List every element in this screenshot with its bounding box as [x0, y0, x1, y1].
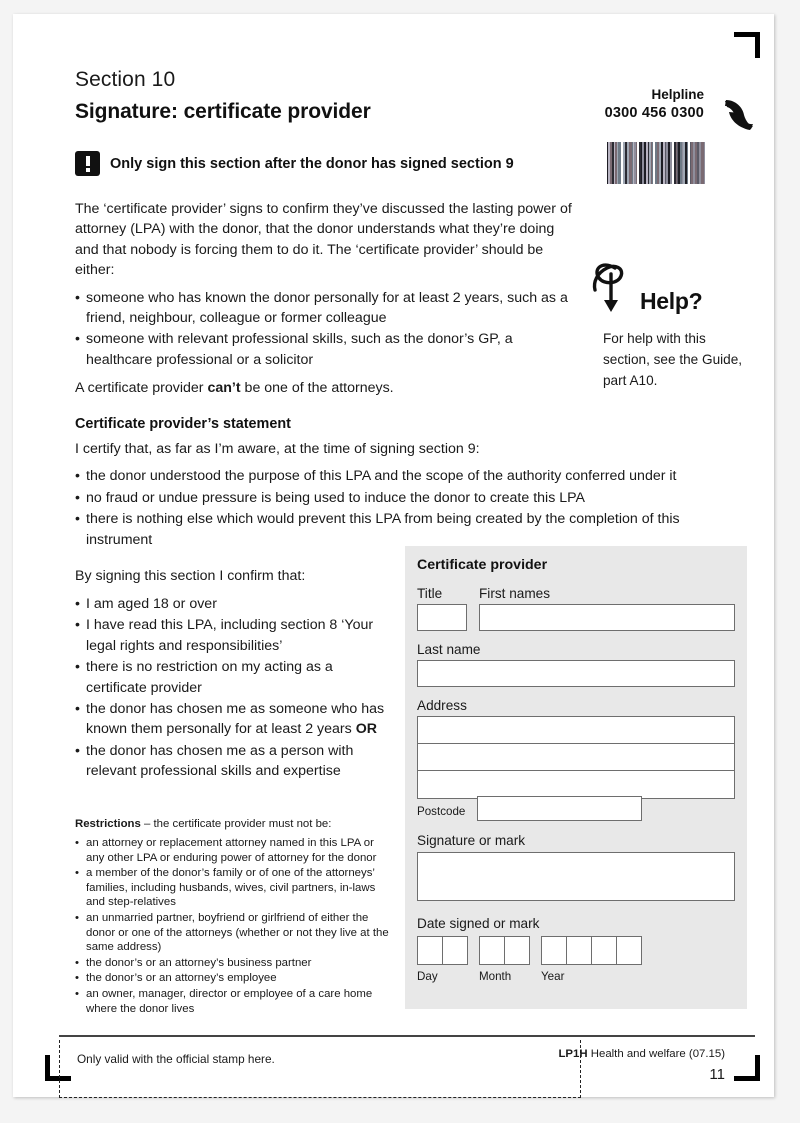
intro-paragraph: The ‘certificate provider’ signs to confirm they’ve discussed the lasting power of attorney (LPA) with the donor, that the donor understands what they’re doing and that nobody is forcing them to do it. The ‘certificate provider’ should be either:: [75, 201, 572, 279]
intro-block: [75, 199, 575, 406]
list-item: • the donor has chosen me as someone who has known them personally for at least 2 years OR: [75, 699, 393, 740]
list-item: • I have read this LPA, including section 8 ‘Your legal rights and responsibilities’: [75, 615, 393, 656]
help-callout: [585, 262, 745, 388]
barcode-bar: [619, 142, 621, 184]
closing-emphasis: can’t: [207, 380, 241, 397]
restrictions-heading-bold: Restrictions: [75, 818, 141, 830]
statement-heading: Certificate provider’s statement: [75, 416, 291, 432]
title-input[interactable]: [417, 604, 467, 631]
barcode-group: [674, 142, 688, 184]
helpline-label: Helpline: [651, 87, 704, 102]
help-title: Help?: [640, 288, 703, 314]
telephone-icon: [720, 98, 754, 135]
statement-lead: I certify that, as far as I’m aware, at the time of signing section 9:: [75, 441, 480, 457]
day-input-group[interactable]: [417, 936, 468, 965]
restrictions-heading-rest: – the certificate provider must not be:: [140, 818, 332, 830]
barcode: [607, 142, 719, 184]
list-item: • someone who has known the donor personally for at least 2 years, such as a friend, neighbour, colleague or former colleague: [75, 288, 575, 329]
restrictions-bullets: [75, 836, 395, 1017]
barcode-bar: [704, 142, 705, 184]
day-cell[interactable]: [417, 936, 443, 965]
warning-notice: [75, 151, 514, 176]
address-label: Address: [417, 698, 467, 713]
date-signed-label: Date signed or mark: [417, 916, 540, 931]
year-label: Year: [541, 970, 565, 983]
list-item: • no fraud or undue pressure is being used to induce the donor to create this LPA: [75, 488, 700, 509]
form-page: [13, 14, 774, 1097]
barcode-bar: [687, 142, 688, 184]
barcode-bar: [652, 142, 653, 184]
page-number: 11: [709, 1066, 725, 1083]
form-code: [558, 1048, 725, 1060]
title-label: Title: [417, 586, 443, 601]
first-names-input[interactable]: [479, 604, 735, 631]
day-label: Day: [417, 970, 438, 983]
barcode-group: [690, 142, 705, 184]
month-input-group[interactable]: [479, 936, 530, 965]
confirm-bullets: [75, 594, 393, 783]
barcode-bar: [670, 142, 672, 184]
signature-input[interactable]: [417, 852, 735, 901]
postcode-label: Postcode: [417, 805, 466, 818]
last-name-label: Last name: [417, 642, 481, 657]
barcode-group: [639, 142, 653, 184]
list-item: • someone with relevant professional skills, such as the donor’s GP, a healthcare professional or a solicitor: [75, 329, 575, 370]
list-item: • an owner, manager, director or employee of a care home where the donor lives: [75, 987, 395, 1016]
closing-suffix: be one of the attorneys.: [240, 380, 394, 397]
signature-label: Signature or mark: [417, 833, 526, 848]
certificate-provider-form-panel: [405, 546, 747, 1009]
section-label: Section 10: [75, 68, 176, 91]
barcode-bar: [636, 142, 637, 184]
address-row-divider: [418, 770, 734, 771]
year-cell[interactable]: [541, 936, 567, 965]
statement-bullets: [75, 466, 700, 551]
official-stamp-area: [59, 1040, 581, 1098]
form-code-name: Health and welfare (07.15): [587, 1048, 725, 1060]
page-title: Signature: certificate provider: [75, 100, 371, 123]
year-cell[interactable]: [616, 936, 642, 965]
list-item: • there is nothing else which would prevent this LPA from being created by the completion of this instrument: [75, 509, 700, 550]
form-code-id: LP1H: [558, 1048, 588, 1060]
intro-closing: [75, 378, 575, 398]
year-input-group[interactable]: [541, 936, 642, 965]
list-item: • an attorney or replacement attorney named in this LPA or any other LPA or enduring power of attorney for the donor: [75, 836, 395, 865]
list-item: • an unmarried partner, boyfriend or girlfriend of either the donor or one of the attorneys (whether or not they live at the same address): [75, 911, 395, 955]
year-cell[interactable]: [566, 936, 592, 965]
list-item: • the donor has chosen me as a person with relevant professional skills and expertise: [75, 741, 393, 782]
year-cell[interactable]: [591, 936, 617, 965]
month-cell[interactable]: [479, 936, 505, 965]
help-body: For help with this section, see the Guide, part A10.: [603, 331, 743, 388]
closing-prefix: A certificate provider: [75, 380, 208, 397]
day-cell[interactable]: [442, 936, 468, 965]
restrictions-heading: [75, 818, 331, 830]
list-item: • the donor understood the purpose of this LPA and the scope of the authority conferred under it: [75, 466, 700, 487]
last-name-input[interactable]: [417, 660, 735, 687]
list-item: • a member of the donor’s family or of one of the attorneys’ families, including husbands, wives, civil partners, in-laws and step-relatives: [75, 866, 395, 910]
address-input-group[interactable]: [417, 716, 735, 799]
helpline-block: [605, 86, 704, 123]
or-emphasis: OR: [355, 721, 377, 738]
form-panel-title: Certificate provider: [417, 557, 548, 573]
postcode-input[interactable]: [477, 796, 642, 821]
helpline-number: 0300 456 0300: [604, 104, 704, 121]
footer-rule: [59, 1035, 755, 1037]
stamp-note: Only valid with the official stamp here.: [77, 1052, 275, 1066]
warning-text: Only sign this section after the donor has signed section 9: [110, 155, 514, 172]
month-label: Month: [479, 970, 512, 983]
barcode-group: [623, 142, 637, 184]
list-item: • the donor’s or an attorney’s business partner: [75, 956, 395, 971]
list-item: • the donor’s or an attorney’s employee: [75, 971, 395, 986]
confirm-lead: By signing this section I confirm that:: [75, 568, 306, 584]
first-names-label: First names: [479, 586, 551, 601]
barcode-group: [607, 142, 621, 184]
list-item: • there is no restriction on my acting as a certificate provider: [75, 657, 393, 698]
list-item: • I am aged 18 or over: [75, 594, 393, 614]
barcode-group: [655, 142, 672, 184]
intro-bullets: [75, 288, 575, 371]
month-cell[interactable]: [504, 936, 530, 965]
crop-mark-bottom-right: [734, 1055, 760, 1081]
exclamation-icon: [75, 151, 100, 176]
crop-mark-top-right: [734, 32, 760, 58]
address-row-divider: [418, 743, 734, 744]
